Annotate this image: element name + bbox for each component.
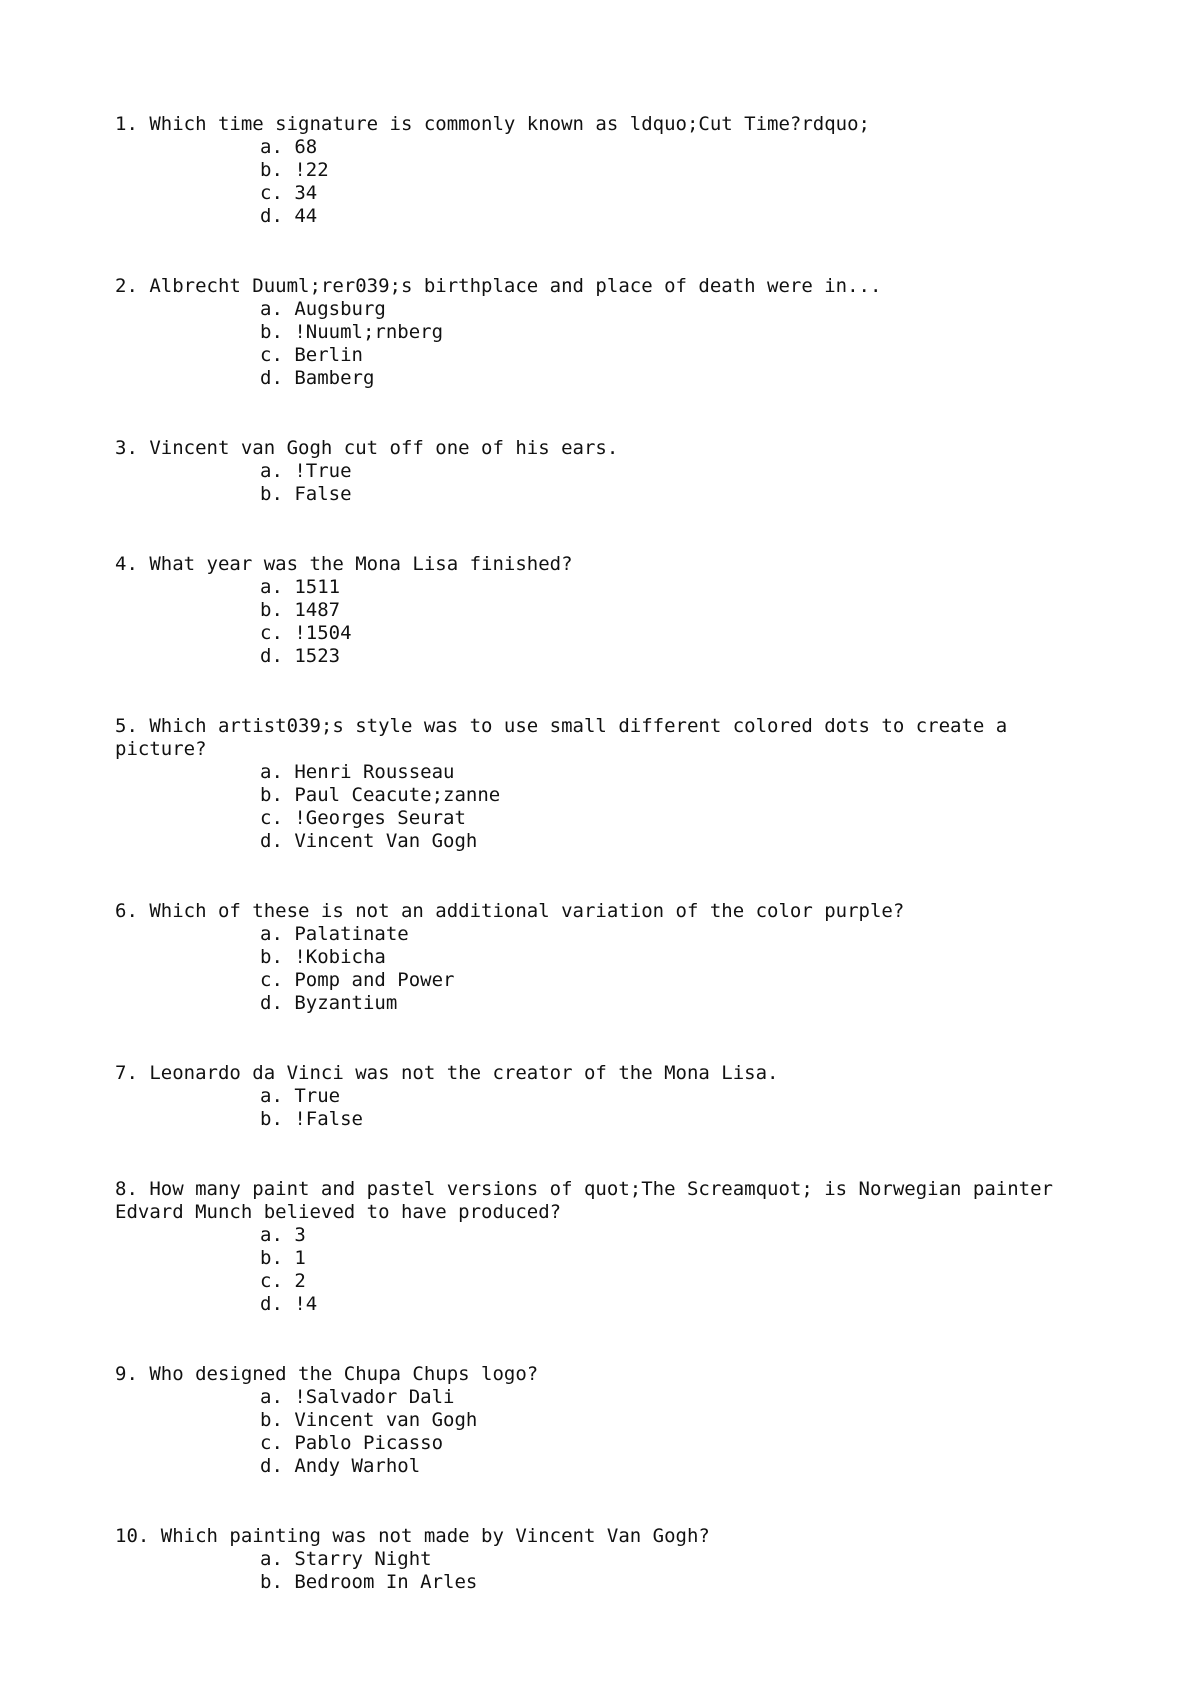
question-7	[115, 1062, 1075, 1131]
answer-option: b. !False	[260, 1108, 363, 1130]
answer-options	[115, 136, 1075, 228]
question-1	[115, 113, 1075, 228]
answer-option: a. 1511	[260, 576, 341, 598]
answer-option: b. Paul Ceacute;zanne	[260, 784, 501, 806]
answer-options	[115, 1224, 1075, 1316]
answer-option: a. Henri Rousseau	[260, 761, 455, 783]
answer-option: a. !Salvador Dali	[260, 1386, 455, 1408]
answer-option: a. Augsburg	[260, 298, 386, 320]
question-text: 3. Vincent van Gogh cut off one of his ears.	[115, 437, 619, 459]
answer-option: b. !Kobicha	[260, 946, 386, 968]
answer-option: c. !Georges Seurat	[260, 807, 466, 829]
answer-option: d. Bamberg	[260, 367, 375, 389]
question-text: 6. Which of these is not an additional variation of the color purple?	[115, 900, 905, 922]
answer-option: b. Bedroom In Arles	[260, 1571, 478, 1593]
question-3	[115, 437, 1075, 506]
answer-option: b. !22	[260, 159, 329, 181]
answer-option: c. 2	[260, 1270, 306, 1292]
question-8	[115, 1178, 1075, 1316]
answer-option: b. 1487	[260, 599, 341, 621]
answer-option: c. Berlin	[260, 344, 363, 366]
question-text: 5. Which artist039;s style was to use small different colored dots to create a picture?	[115, 715, 1019, 760]
answer-option: b. !Nuuml;rnberg	[260, 321, 444, 343]
question-text: 1. Which time signature is commonly known as ldquo;Cut Time?rdquo;	[115, 113, 870, 135]
answer-option: c. Pomp and Power	[260, 969, 455, 991]
question-9	[115, 1363, 1075, 1478]
answer-option: d. !4	[260, 1293, 318, 1315]
answer-options	[115, 761, 1075, 853]
answer-options	[115, 1386, 1075, 1478]
answer-option: c. !1504	[260, 622, 352, 644]
answer-option: b. Vincent van Gogh	[260, 1409, 478, 1431]
question-text: 7. Leonardo da Vinci was not the creator of the Mona Lisa.	[115, 1062, 779, 1084]
answer-option: d. 1523	[260, 645, 341, 667]
answer-option: a. 68	[260, 136, 318, 158]
question-text: 9. Who designed the Chupa Chups logo?	[115, 1363, 539, 1385]
answer-option: a. Starry Night	[260, 1548, 432, 1570]
quiz-document	[115, 113, 1075, 1641]
answer-options	[115, 1085, 1075, 1131]
question-text: 8. How many paint and pastel versions of quot;The Screamquot; is Norwegian painter Edvard Munch believed to have produced?	[115, 1178, 1065, 1223]
answer-options	[115, 923, 1075, 1015]
answer-options	[115, 1548, 1075, 1594]
answer-option: c. 34	[260, 182, 318, 204]
answer-option: a. True	[260, 1085, 341, 1107]
question-text: 4. What year was the Mona Lisa finished?	[115, 553, 573, 575]
answer-option: b. False	[260, 483, 352, 505]
answer-option: a. Palatinate	[260, 923, 409, 945]
question-10	[115, 1525, 1075, 1594]
answer-options	[115, 460, 1075, 506]
question-text: 10. Which painting was not made by Vincent Van Gogh?	[115, 1525, 710, 1547]
answer-option: b. 1	[260, 1247, 306, 1269]
answer-option: a. !True	[260, 460, 352, 482]
question-5	[115, 715, 1075, 853]
answer-options	[115, 576, 1075, 668]
question-text: 2. Albrecht Duuml;rer039;s birthplace and place of death were in...	[115, 275, 882, 297]
question-4	[115, 553, 1075, 668]
answer-option: c. Pablo Picasso	[260, 1432, 444, 1454]
answer-option: d. Byzantium	[260, 992, 398, 1014]
answer-options	[115, 298, 1075, 390]
answer-option: d. Andy Warhol	[260, 1455, 421, 1477]
question-2	[115, 275, 1075, 390]
question-6	[115, 900, 1075, 1015]
answer-option: a. 3	[260, 1224, 306, 1246]
answer-option: d. Vincent Van Gogh	[260, 830, 478, 852]
answer-option: d. 44	[260, 205, 318, 227]
